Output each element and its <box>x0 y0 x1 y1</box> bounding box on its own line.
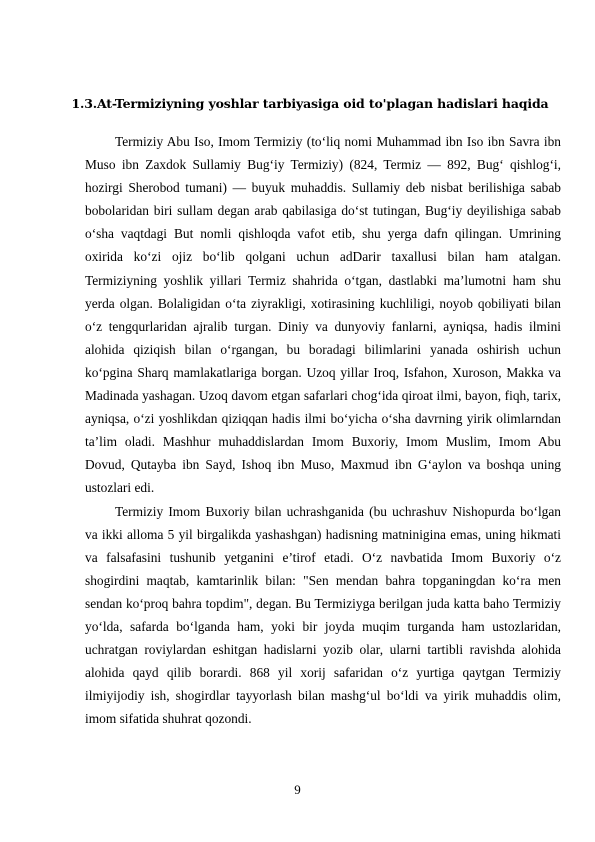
page-number: 9 <box>294 782 301 797</box>
paragraph-bukhari-meeting: Termiziy Imom Buxoriy bilan uchrashganida (bu uchrashuv Nishopurda bo‘lgan va ikki alloma 5 yil birgalikda yashashgan) hadisning matninigina emas, uning hikmati va falsafasini tushunib yetganini e’tirof etadi. O‘z navbatida Imom Buxoriy o‘z shogirdini maqtab, kamtarinlik bilan: "Sen mendan bahra topganingdan ko‘ra men sendan ko‘proq bahra topdim", degan. Bu Termiziyga berilgan juda katta baho Termiziy yo‘lda, safarda bo‘lganda ham, yoki bir joyda muqim turganda ham ustozlaridan, uchratgan roviylardan eshitgan hadislarni yozib olar, ularni tartibli ravishda alohida alohida qayd qilib borardi. 868 yil xorij safaridan o‘z yurtiga qaytgan Termiziy ilmiyijodiy ish, shogirdlar tayyorlash bilan mashg‘ul bo‘ldi va yirik muhaddis olim, imom sifatida shuhrat qozondi. <box>85 503 561 727</box>
section-heading: 1.3.At-Termiziyning yoshlar tarbiyasiga oid to'plagan hadislari haqida <box>71 96 549 111</box>
paragraph-biography: Termiziy Abu Iso, Imom Termiziy (to‘liq nomi Muhammad ibn Iso ibn Savra ibn Muso ibn Zaxdok Sullamiy Bug‘iy Termiziy) (824, Termiz — 892, Bug‘ qishlog‘i, hozirgi Sherobod tumani) — buyuk muhaddis. Sullamiy deb nisbat berilishiga sabab bobolaridan biri sullam degan arab qabilasiga do‘st tutingan, Bug‘iy deyilishiga sabab o‘sha vaqtdagi But nomli qishloqda vafot etib, shu yerga dafn qilingan. Umrining oxirida ko‘zi ojiz bo‘lib qolgani uchun adDarir taxallusi bilan ham atalgan. Termiziyning yoshlik yillari Termiz shahrida o‘tgan, dastlabki ma’lumotni ham shu yerda olgan. Bolaligidan o‘ta ziyrakligi, xotirasining kuchliligi, noyob qobiliyati bilan o‘z tengqurlaridan ajralib turgan. Diniy va dunyoviy fanlarni, ayniqsa, hadis ilmini alohida qiziqish bilan o‘rgangan, bu boradagi bilimlarini yanada oshirish uchun ko‘pgina Sharq mamlakatlariga borgan. Uzoq yillar Iroq, Isfahon, Xuroson, Makka va Madinada yashagan. Uzoq davom etgan safarlari chog‘ida qiroat ilmi, bayon, fiqh, tarix, ayniqsa, o‘zi yoshlikdan qiziqqan hadis ilmi bo‘yicha o‘sha davrning yirik olimlarndan ta’lim oladi. Mashhur muhaddislardan Imom Buxoriy, Imom Muslim, Imom Abu Dovud, Qutayba ibn Sayd, Ishoq ibn Muso, Maxmud ibn G‘aylon va boshqa uning ustozlari edi. <box>85 134 561 496</box>
body-text <box>85 130 561 730</box>
